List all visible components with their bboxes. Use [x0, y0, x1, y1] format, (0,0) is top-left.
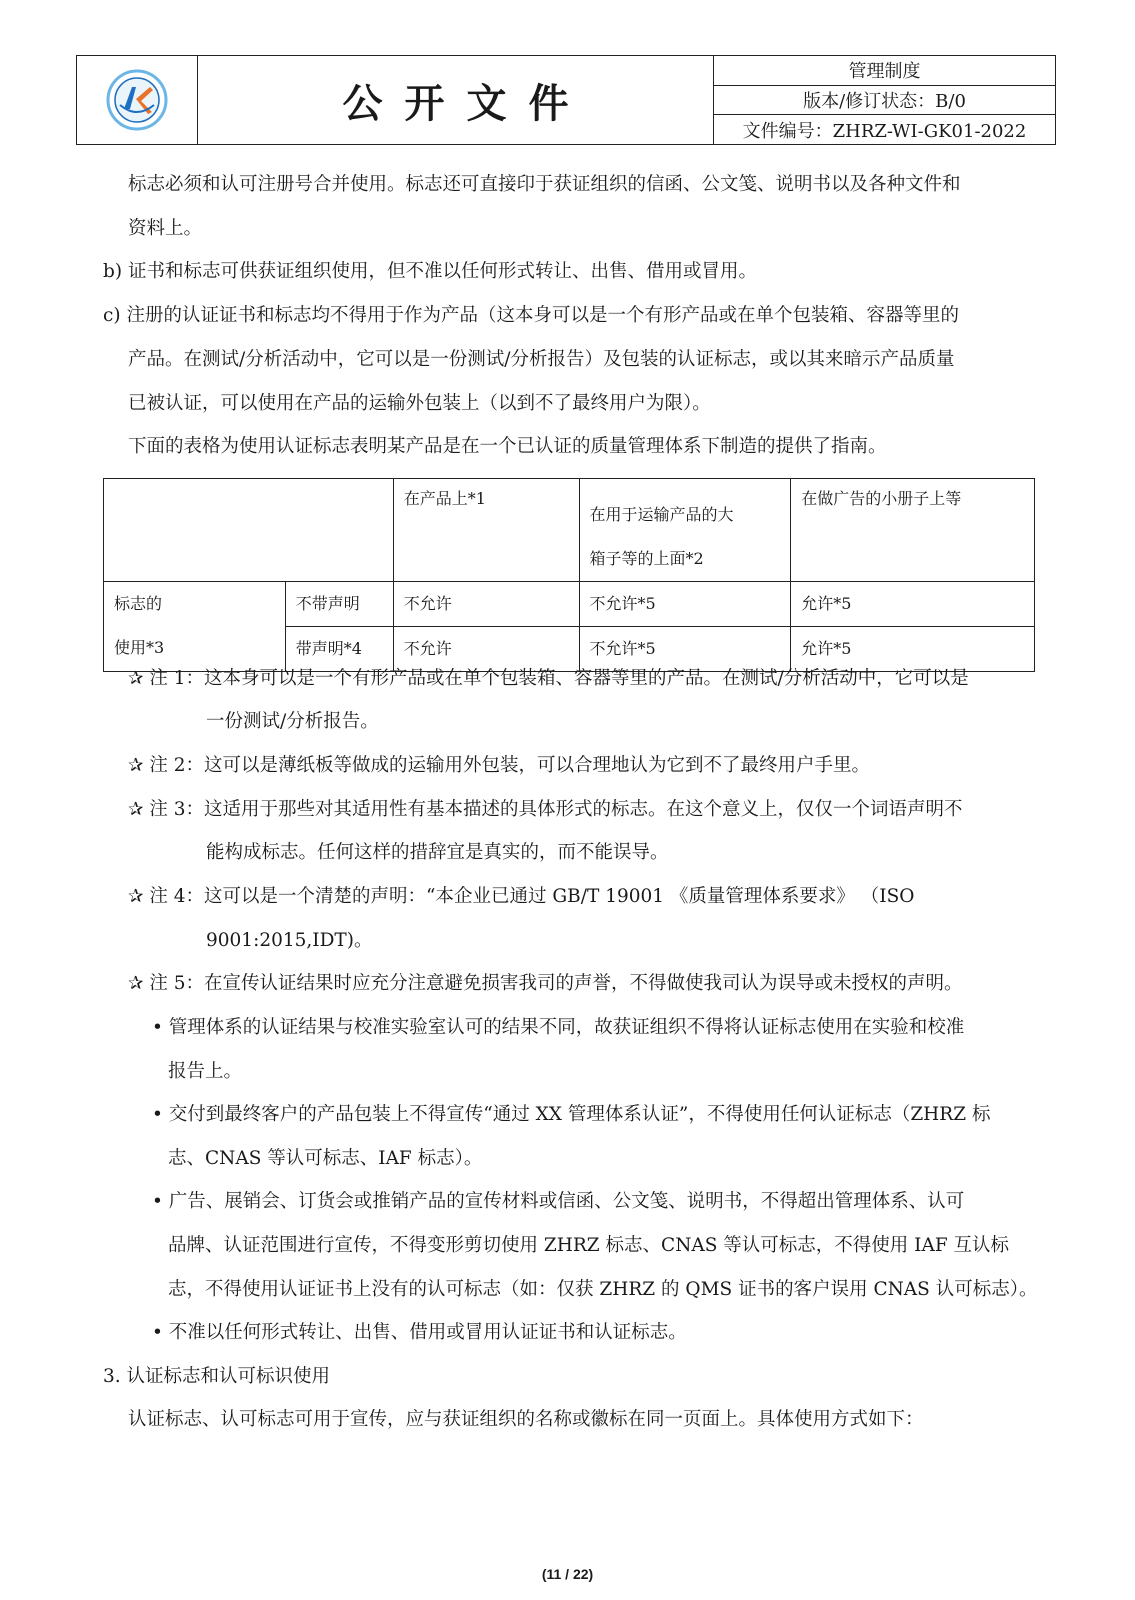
note-3-cont: 能构成标志。任何这样的措辞宜是真实的，而不能误导。 [206, 842, 669, 863]
paragraph-line: 标志必须和认可注册号合并使用。标志还可直接印于获证组织的信函、公文笺、说明书以及各种文件和 [128, 174, 961, 195]
note-1-cont: 一份测试/分析报告。 [206, 711, 379, 732]
logo-usage-table [103, 478, 1035, 672]
item-c: c) 注册的认证证书和标志均不得用于作为产品（这本身可以是一个有形产品或在单个包装箱、容器等里的 [103, 305, 959, 326]
table-cell: 不允许 [393, 582, 579, 627]
document-header [76, 55, 1056, 145]
doc-type: 管理制度 [714, 56, 1055, 86]
bullet-cont: 品牌、认证范围进行宣传，不得变形剪切使用 ZHRZ 标志、CNAS 等认可标志，不得使用 IAF 互认标 [168, 1235, 1010, 1256]
table-cell: 允许*5 [791, 582, 1035, 627]
bullet-cont: 志，不得使用认证证书上没有的认可标志（如：仅获 ZHRZ 的 QMS 证书的客户误用 CNAS 认可标志）。 [168, 1279, 1038, 1300]
table-intro: 下面的表格为使用认证标志表明某产品是在一个已认证的质量管理体系下制造的提供了指南。 [128, 436, 887, 457]
section-text: 认证标志、认可标志可用于宣传，应与获证组织的名称或徽标在同一页面上。具体使用方式如下： [128, 1409, 924, 1430]
note-2: ✰ 注 2：这可以是薄纸板等做成的运输用外包装，可以合理地认为它到不了最终用户手里。 [128, 755, 871, 776]
row-group-header: 标志的 使用*3 [104, 582, 286, 672]
page-number: (11 / 22) [541, 1566, 594, 1582]
row-label: 不带声明 [285, 582, 393, 627]
note-1: ✰ 注 1：这本身可以是一个有形产品或在单个包装箱、容器等里的产品。在测试/分析活动中，它可以是 [128, 668, 969, 689]
document-title: 公开文件 [198, 56, 714, 144]
document-number: 文件编号：ZHRZ-WI-GK01-2022 [742, 120, 1027, 142]
bullet-item: • 交付到最终客户的产品包装上不得宣传“通过 XX 管理体系认证”，不得使用任何认证标志（ZHRZ 标 [152, 1104, 991, 1125]
company-logo [106, 69, 168, 131]
row-label: 带声明*4 [285, 627, 393, 672]
header-meta [714, 56, 1055, 144]
col-header-box: 在用于运输产品的大 箱子等的上面*2 [579, 479, 791, 582]
version-status: 版本/修订状态：B/0 [714, 86, 1055, 116]
bullet-cont: 志、CNAS 等认可标志、IAF 标志）。 [168, 1148, 483, 1169]
paragraph-line: 资料上。 [128, 218, 203, 239]
bullet-item: • 广告、展销会、订货会或推销产品的宣传材料或信函、公文笺、说明书，不得超出管理体系、认可 [152, 1191, 965, 1212]
paragraph-line: 已被认证，可以使用在产品的运输外包装上（以到不了最终用户为限）。 [128, 393, 711, 414]
table-corner-cell [104, 479, 394, 582]
table-header-row [104, 479, 1035, 582]
note-5: ✰ 注 5：在宣传认证结果时应充分注意避免损害我司的声誉，不得做使我司认为误导或未授权的声明。 [128, 973, 963, 994]
col-header-on-product: 在产品上*1 [393, 479, 579, 582]
table-row [104, 582, 1035, 627]
note-3: ✰ 注 3：这适用于那些对其适用性有基本描述的具体形式的标志。在这个意义上，仅仅一个词语声明不 [128, 799, 963, 820]
table-cell: 允许*5 [791, 627, 1035, 672]
item-b: b) 证书和标志可供获证组织使用，但不准以任何形式转让、出售、借用或冒用。 [103, 261, 757, 282]
paragraph-line: 产品。在测试/分析活动中，它可以是一份测试/分析报告）及包装的认证标志，或以其来暗示产品质量 [128, 349, 955, 370]
table-cell: 不允许 [393, 627, 579, 672]
section-heading: 3. 认证标志和认可标识使用 [103, 1366, 331, 1387]
table-cell: 不允许*5 [579, 582, 791, 627]
bullet-cont: 报告上。 [168, 1061, 243, 1082]
table-cell: 不允许*5 [579, 627, 791, 672]
col-header-ad: 在做广告的小册子上等 [791, 479, 1035, 582]
bullet-item: • 不准以任何形式转让、出售、借用或冒用认证证书和认证标志。 [152, 1322, 687, 1343]
logo-cell [77, 56, 198, 144]
note-4: ✰ 注 4：这可以是一个清楚的声明：“本企业已通过 GB/T 19001 《质量管理体系要求》 （ISO [128, 886, 915, 907]
bullet-item: • 管理体系的认证结果与校准实验室认可的结果不同，故获证组织不得将认证标志使用在实验和校准 [152, 1017, 965, 1038]
note-4-cont: 9001:2015,IDT)。 [206, 930, 373, 951]
